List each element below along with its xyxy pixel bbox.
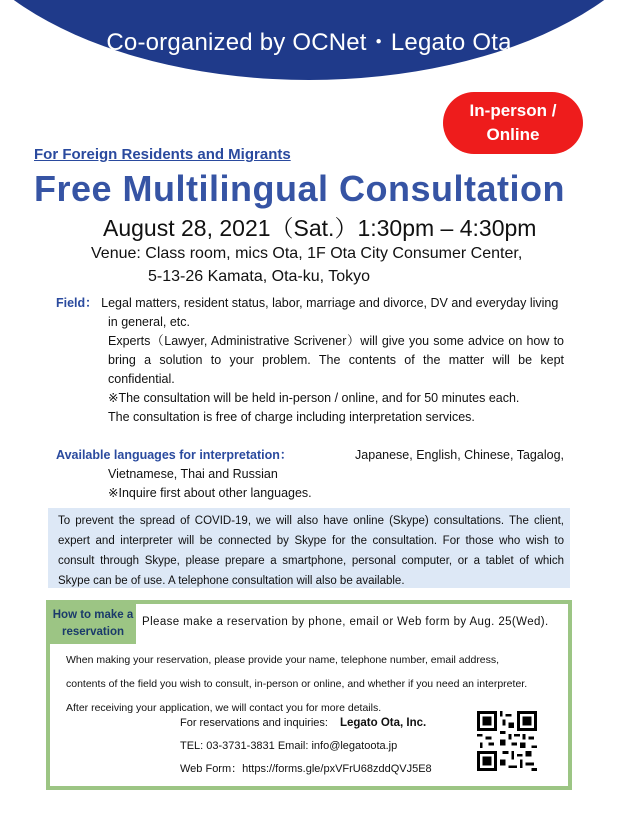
field-section (56, 294, 564, 427)
badge-line2: Online (486, 125, 540, 144)
field-line2: in general, etc. (108, 315, 190, 329)
contact-info (180, 712, 432, 781)
reservation-box (46, 600, 572, 790)
page-title: Free Multilingual Consultation (34, 168, 565, 209)
qr-code-icon[interactable] (477, 711, 537, 771)
subtitle: For Foreign Residents and Migrants (34, 146, 291, 163)
field-experts: Experts（Lawyer, Administrative Scrivener）will give you some advice on how to bring a solution to your problem. The contents of the matter will be kept confidential. (108, 334, 564, 386)
venue-line2: 5-13-26 Kamata, Ota-ku, Tokyo (148, 268, 371, 285)
reservation-line1: When making your reservation, please provide your name, telephone number, email address, (66, 654, 500, 666)
field-note1: ※The consultation will be held in-person / online, and for 50 minutes each. (108, 391, 520, 405)
badge-line1: In-person / (469, 101, 557, 120)
reservation-label (50, 604, 136, 644)
languages-note: ※Inquire first about other languages. (108, 486, 312, 500)
reservation-intro: Please make a reservation by phone, email or Web form by Aug. 25(Wed). (142, 616, 549, 628)
reservation-line3: After receiving your application, we will contact you for more details. (66, 702, 382, 714)
contact-tel-email[interactable]: TEL: 03-3731-3831 Email: info@legatoota.jp (180, 740, 398, 752)
reservation-details (66, 648, 566, 720)
contact-label: For reservations and inquiries: (180, 717, 328, 729)
covid-notice: To prevent the spread of COVID-19, we will also have online (Skype) consultations. The client, expert and interpreter will be connected by Skype for the consultation. For those who wish to consult through Skype, please prepare a smartphone, personal computer, or a tablet of which Skype can be of use. A telephone consultation will also be available. (48, 508, 570, 588)
reservation-line2: contents of the field you wish to consult, in-person or online, and whether if you need an interpreter. (66, 678, 528, 690)
field-note2: The consultation is free of charge including interpretation services. (108, 410, 475, 424)
field-line1: Legal matters, resident status, labor, marriage and divorce, DV and everyday living (101, 296, 559, 310)
languages-label: Available languages for interpretation： (56, 448, 293, 462)
reservation-label-line2: reservation (61, 626, 124, 638)
field-label: Field： (56, 296, 98, 310)
reservation-label-line1: How to make a (52, 609, 134, 621)
languages-line1: Japanese, English, Chinese, Tagalog, (355, 448, 564, 462)
event-date: August 28, 2021（Sat.）1:30pm – 4:30pm (103, 215, 537, 241)
languages-section (56, 446, 564, 503)
venue-line1: Venue: Class room, mics Ota, 1F Ota City Consumer Center, (91, 245, 523, 262)
format-badge (443, 92, 583, 154)
org-name: Legato Ota, Inc. (339, 717, 427, 729)
banner-title: Co-organized by OCNet・Legato Ota (106, 29, 512, 56)
contact-web-form[interactable]: Web Form：https://forms.gle/pxVFrU68zddQVJ5E8 (180, 763, 432, 775)
languages-line2: Vietnamese, Thai and Russian (108, 467, 278, 481)
